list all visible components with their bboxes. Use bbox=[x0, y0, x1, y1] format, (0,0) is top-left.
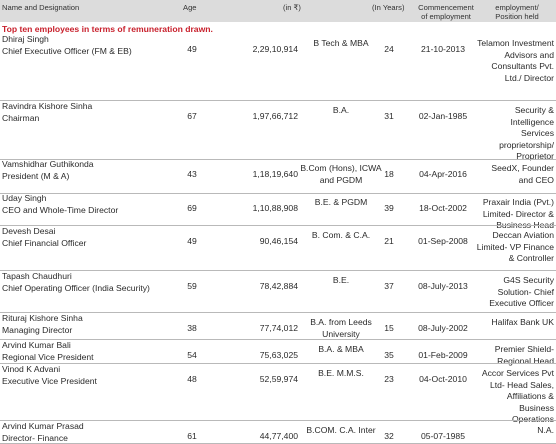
employee-qualification: B. Com. & C.A. bbox=[311, 230, 371, 240]
employee-name-text: Devesh Desai bbox=[2, 226, 56, 236]
employee-designation: Chief Executive Officer (FM & EB) bbox=[2, 45, 132, 56]
table-row bbox=[0, 159, 556, 194]
employee-experience: 23 bbox=[384, 374, 394, 384]
employee-name bbox=[2, 313, 172, 336]
employee-last-employment: Accor Services Pvt Ltd- Head Sales, Affiliations & Business Operations bbox=[481, 368, 554, 424]
employee-age: 54 bbox=[187, 350, 197, 360]
table-row bbox=[0, 421, 556, 444]
employee-commencement: 05-07-1985 bbox=[421, 431, 465, 441]
employee-qualification: B.Com (Hons), ICWA and PGDM bbox=[300, 163, 382, 185]
employee-designation: Chief Financial Officer bbox=[2, 237, 87, 248]
employee-qualification: B.E. M.M.S. bbox=[318, 368, 364, 378]
employee-last-employment: Telamon Investment Advisors and Consultants Pvt. Ltd./ Director bbox=[477, 38, 554, 83]
table-row bbox=[0, 101, 556, 160]
employee-qualification: B.A. & MBA bbox=[318, 344, 364, 354]
employee-qualification: B.A. from Leeds University bbox=[310, 317, 372, 339]
employee-experience: 37 bbox=[384, 281, 394, 291]
employee-name bbox=[2, 159, 172, 182]
table-row bbox=[0, 364, 556, 424]
employee-name-text: Arvind Kumar Prasad bbox=[2, 421, 84, 431]
employee-remuneration: 78,42,884 bbox=[259, 281, 298, 291]
employee-name-text: Vamshidhar Guthikonda bbox=[2, 159, 94, 169]
employee-remuneration: 52,59,974 bbox=[259, 374, 298, 384]
employee-remuneration: 1,10,88,908 bbox=[252, 203, 298, 213]
employee-remuneration: 1,97,66,712 bbox=[252, 111, 298, 121]
employee-age: 59 bbox=[187, 281, 197, 291]
employee-qualification: B Tech & MBA bbox=[313, 38, 369, 48]
employee-commencement: 08-July-2013 bbox=[418, 281, 468, 291]
employee-remuneration: 75,63,025 bbox=[259, 350, 298, 360]
employee-qualification: B.COM. C.A. Inter bbox=[306, 425, 376, 435]
employee-last-employment: Halifax Bank UK bbox=[491, 317, 554, 327]
employee-last-employment: Praxair India (Pvt.) Limited- Director & Business Head bbox=[482, 197, 554, 230]
header-commencement: Commencement of employment bbox=[418, 3, 474, 21]
table-row bbox=[0, 340, 556, 364]
employee-last-employment: Deccan Aviation Limited- VP Finance & Controller bbox=[476, 230, 554, 263]
employee-designation: Chairman bbox=[2, 112, 40, 123]
employee-last-employment: Security & Intelligence Services proprietorship/ Proprietor bbox=[499, 105, 554, 161]
employee-age: 49 bbox=[187, 236, 197, 246]
employee-remuneration: 1,18,19,640 bbox=[252, 169, 298, 179]
employee-experience: 18 bbox=[384, 169, 394, 179]
header-age: Age bbox=[183, 3, 197, 12]
employee-experience: 35 bbox=[384, 350, 394, 360]
header-experience: (In Years) bbox=[372, 3, 405, 12]
employee-commencement: 18-Oct-2002 bbox=[419, 203, 467, 213]
employee-experience: 31 bbox=[384, 111, 394, 121]
employee-designation: Regional Vice President bbox=[2, 351, 94, 362]
employee-commencement: 04-Apr-2016 bbox=[419, 169, 467, 179]
employee-commencement: 08-July-2002 bbox=[418, 323, 468, 333]
employee-designation: Director- Finance bbox=[2, 432, 68, 443]
employee-name bbox=[2, 271, 172, 294]
employee-commencement: 01-Sep-2008 bbox=[418, 236, 468, 246]
employee-last-employment: N.A. bbox=[537, 425, 554, 435]
employee-name bbox=[2, 421, 172, 444]
employee-age: 43 bbox=[187, 169, 197, 179]
employee-experience: 24 bbox=[384, 44, 394, 54]
employee-remuneration: 44,77,400 bbox=[259, 431, 298, 441]
employee-name bbox=[2, 340, 172, 363]
employee-commencement: 02-Jan-1985 bbox=[418, 111, 468, 121]
employee-last-employment: SeedX, Founder and CEO bbox=[491, 163, 554, 185]
employee-name bbox=[2, 226, 172, 249]
employee-qualification: B.A. bbox=[332, 105, 350, 115]
employee-remuneration: 90,46,154 bbox=[259, 236, 298, 246]
employee-age: 49 bbox=[187, 44, 197, 54]
employee-name-text: Arvind Kumar Bali bbox=[2, 340, 71, 350]
header-name: Name and Designation bbox=[2, 3, 80, 12]
employee-experience: 15 bbox=[384, 323, 394, 333]
table-row bbox=[0, 193, 556, 230]
employee-experience: 21 bbox=[384, 236, 394, 246]
employee-designation: Managing Director bbox=[2, 324, 73, 335]
employee-age: 61 bbox=[187, 431, 197, 441]
table-row bbox=[0, 271, 556, 313]
employee-name-text: Tapash Chaudhuri bbox=[2, 271, 72, 281]
employee-remuneration: 2,29,10,914 bbox=[252, 44, 298, 54]
section-banner: Top ten employees in terms of remuneration drawn. bbox=[2, 24, 213, 34]
employee-qualification: B.E. & PGDM bbox=[314, 197, 368, 207]
employee-commencement: 04-Oct-2010 bbox=[419, 374, 467, 384]
employee-designation: CEO and Whole-Time Director bbox=[2, 204, 119, 215]
table-header bbox=[0, 0, 556, 22]
employee-name-text: Vinod K Advani bbox=[2, 364, 61, 374]
table-row bbox=[0, 313, 556, 340]
employee-name bbox=[2, 193, 172, 216]
employee-name-text: Rituraj Kishore Sinha bbox=[2, 313, 83, 323]
employee-name bbox=[2, 101, 172, 124]
employee-last-employment: Premier Shield- Regional Head bbox=[494, 344, 554, 366]
table-row bbox=[0, 34, 556, 101]
employee-commencement: 21-10-2013 bbox=[421, 44, 465, 54]
employee-last-employment: G4S Security Solution- Chief Executive Officer bbox=[489, 275, 554, 308]
employee-age: 69 bbox=[187, 203, 197, 213]
employee-remuneration: 77,74,012 bbox=[259, 323, 298, 333]
employee-qualification: B.E. bbox=[332, 275, 350, 285]
employee-age: 38 bbox=[187, 323, 197, 333]
header-remuneration: (in ₹) bbox=[283, 3, 301, 12]
employee-experience: 32 bbox=[384, 431, 394, 441]
employee-commencement: 01-Feb-2009 bbox=[418, 350, 468, 360]
employee-designation: Chief Operating Officer (India Security) bbox=[2, 282, 150, 293]
employee-designation: President (M & A) bbox=[2, 170, 70, 181]
table-row bbox=[0, 226, 556, 271]
employee-name bbox=[2, 34, 172, 57]
header-last-employment: employment/ Position held bbox=[495, 3, 539, 21]
employee-age: 48 bbox=[187, 374, 197, 384]
employee-experience: 39 bbox=[384, 203, 394, 213]
employee-name bbox=[2, 364, 172, 387]
employee-name-text: Uday Singh bbox=[2, 193, 47, 203]
employee-name-text: Dhiraj Singh bbox=[2, 34, 49, 44]
employee-designation: Executive Vice President bbox=[2, 375, 97, 386]
employee-name-text: Ravindra Kishore Sinha bbox=[2, 101, 93, 111]
employee-age: 67 bbox=[187, 111, 197, 121]
